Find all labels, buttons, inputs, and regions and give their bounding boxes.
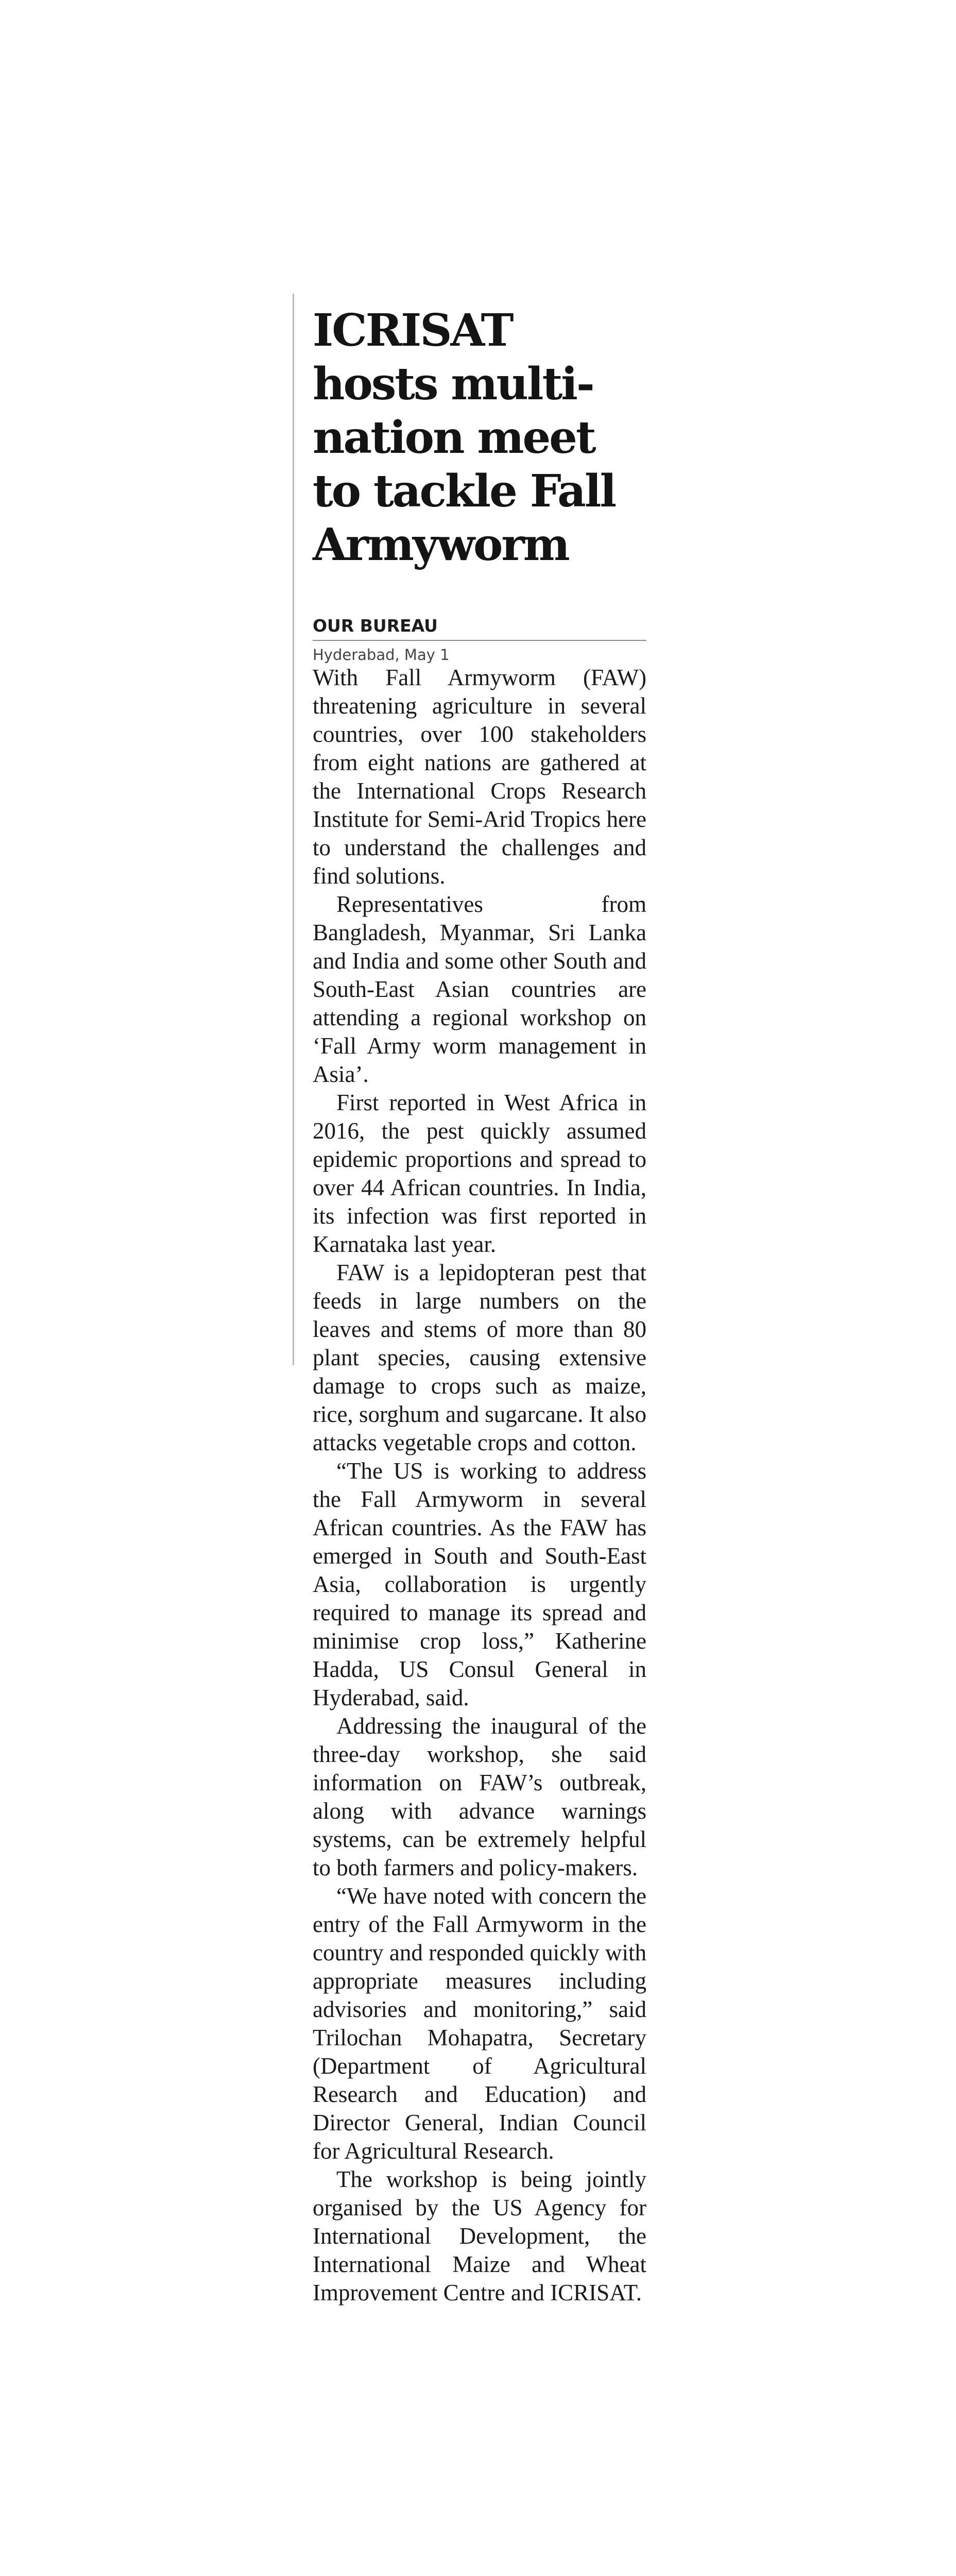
- paragraph-3: First reported in West Africa in 2016, the pest quickly assumed epidemic proportions and spread to over 44 African countries. In India, its infection was first reported in Karnataka last year.: [313, 1090, 646, 1257]
- paragraph-8: The workshop is being jointly organised by the US Agency for International Development, the International Maize and Wheat Improvement Centre and ICRISAT.: [313, 2166, 646, 2306]
- paragraph-6: Addressing the inaugural of the three-day workshop, she said information on FAW’s outbreak, along with advance warnings systems, can be extremely helpful to both farmers and policy-makers.: [313, 1713, 646, 1880]
- paragraph-4: FAW is a lepidopteran pest that feeds in large numbers on the leaves and stems of more than 80 plant species, causing extensive damage to crops such as maize, rice, sorghum and sugarcane. It also attacks vegetable crops and cotton.: [313, 1260, 646, 1455]
- headline: ICRISAT hosts multi-nation meet to tackle Fall Armyworm: [313, 304, 616, 571]
- paragraph-7: “We have noted with concern the entry of the Fall Armyworm in the country and responded quickly with appropriate measures including advisories and monitoring,” said Trilochan Mohapatra, Secretary (Department of Agricultural Research and Education) and Director General, Indian Council for Agricultural Research.: [313, 1883, 646, 2164]
- paragraph-5: “The US is working to address the Fall Armyworm in several African countries. As the FAW has emerged in South and South-East Asia, collaboration is urgently required to manage its spread and minimise crop loss,” Katherine Hadda, US Consul General in Hyderabad, said.: [313, 1458, 646, 1710]
- dateline: Hyderabad, May 1: [313, 646, 450, 664]
- byline: OUR BUREAU: [313, 616, 646, 641]
- paragraph-1: With Fall Armyworm (FAW) threatening agriculture in several countries, over 100 stakeholders from eight nations are gathered at the International Crops Research Institute for Semi-Arid Tropics here to understand the challenges and find solutions.: [313, 665, 646, 889]
- column-rule: [293, 294, 294, 1365]
- article-body: [313, 664, 646, 2307]
- paragraph-2: Representatives from Bangladesh, Myanmar, Sri Lanka and India and some other South and South-East Asian countries are attending a regional workshop on ‘Fall Army worm management in Asia’.: [313, 891, 646, 1087]
- news-article: [313, 304, 646, 2307]
